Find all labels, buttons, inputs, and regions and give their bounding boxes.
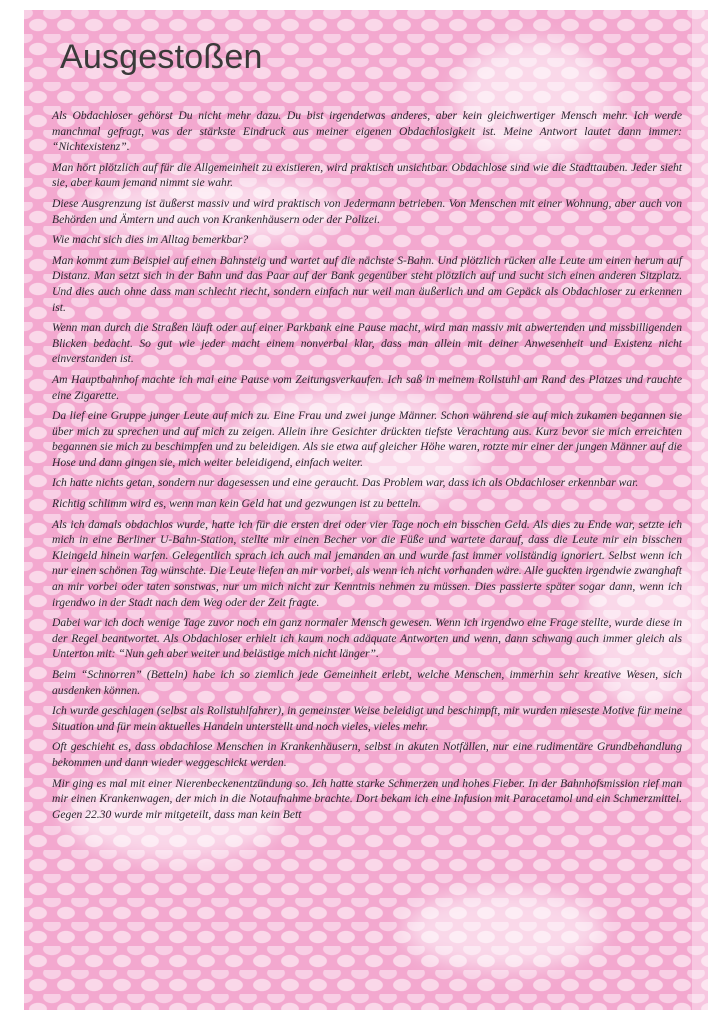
page-edge	[692, 10, 708, 1010]
paragraph: Wenn man durch die Straßen läuft oder auf einer Parkbank eine Pause macht, wird man massiv mit abwertenden und missbilligenden Blicken bedacht. So gut wie jeder macht einem nonverbal klar, dass man allein mit deiner Anwesenheit und Existenz nicht einverstanden ist.	[52, 321, 682, 366]
document-page	[24, 10, 708, 1010]
paragraph: Wie macht sich dies im Alltag bemerkbar?	[52, 233, 249, 247]
paragraph: Ich hatte nichts getan, sondern nur dagesessen und eine geraucht. Das Problem war, dass ich als Obdachloser erkennbar war.	[52, 476, 639, 490]
paragraph: Beim “Schnorren” (Betteln) habe ich so ziemlich jede Gemeinheit erlebt, welche Menschen, immerhin sehr kreative Wesen, sich ausdenken können.	[52, 668, 682, 697]
paragraph: Da lief eine Gruppe junger Leute auf mich zu. Eine Frau und zwei junge Männer. Schon während sie auf mich zukamen begannen sie über mich zu sprechen und auf mich zu zeigen. Allein ihre Gesichter drückten tiefste Verachtung aus. Kurz bevor sie mich erreichten begannen sie mich zu beschimpfen und zu beleidigen. Als sie etwa auf gleicher Höhe waren, rotzte mir einer der jungen Männer auf die Hose und dann gingen sie, mich weiter beleidigend, einfach weiter.	[52, 409, 682, 469]
page-title: Ausgestoßen	[60, 38, 263, 76]
paragraph: Richtig schlimm wird es, wenn man kein Geld hat und gezwungen ist zu betteln.	[52, 497, 421, 511]
paragraph: Mir ging es mal mit einer Nierenbeckenentzündung so. Ich hatte starke Schmerzen und hohes Fieber. In der Bahnhofsmission rief man mir einen Krankenwagen, der mich in die Notaufnahme brachte. Dort bekam ich eine Infusion mit Paracetamol und ein Schmerzmittel. Gegen 22.30 wurde mir mitgeteilt, dass man kein Bett	[52, 776, 682, 821]
article-body	[52, 108, 682, 827]
background-texture	[404, 890, 604, 970]
paragraph: Als ich damals obdachlos wurde, hatte ich für die ersten drei oder vier Tage noch ein bisschen Geld. Als dies zu Ende war, setzte ich mich in eine Berliner U-Bahn-Station, stellte mir einen Becher vor die Füße und wartete darauf, dass die Leute mir ein bisschen Kleingeld hinein warfen. Gelegentlich sprach ich auch mal jemanden an und wurde fast immer vollständig ignoriert. Selbst wenn ich nur einen schönen Tag wünschte. Die Leute liefen an mir vorbei, als wenn ich nicht vorhanden wäre. Alle guckten irgendwie zwanghaft an mir vorbei oder taten sonstwas, nur um mich nicht zur Kenntnis nehmen zu müssen. Dies passierte später sogar dann, wenn ich irgendwo in der Stadt nach dem Weg oder der Zeit fragte.	[52, 517, 682, 609]
paragraph: Man hört plötzlich auf für die Allgemeinheit zu existieren, wird praktisch unsichtbar. Obdachlose sind wie die Stadttauben. Jeder sieht sie, aber kaum jemand nimmt sie wahr.	[52, 160, 682, 190]
paragraph: Man kommt zum Beispiel auf einen Bahnsteig und wartet auf die nächste S-Bahn. Und plötzlich rücken alle Leute um einen herum auf Distanz. Man setzt sich in der Bahn und das Paar auf der Bank gegenüber steht plötzlich auf und sucht sich einen anderen Sitzplatz. Und dies auch ohne dass man schlecht riecht, sondern einfach nur weil man äußerlich und am Gepäck als Obdachloser zu erkennen ist.	[52, 253, 682, 314]
paragraph: Ich wurde geschlagen (selbst als Rollstuhlfahrer), in gemeinster Weise beleidigt und beschimpft, mir wurden mieseste Motive für meine Situation und für mein aktuelles Handeln unterstellt und noch vieles, vieles mehr.	[52, 704, 682, 733]
paragraph: Diese Ausgrenzung ist äußerst massiv und wird praktisch von Jedermann betrieben. Von Menschen mit einer Wohnung, aber auch von Behörden und Ämtern und auch von Krankenhäusern oder der Polizei.	[52, 196, 682, 226]
paragraph: Am Hauptbahnhof machte ich mal eine Pause vom Zeitungsverkaufen. Ich saß in meinem Rollstuhl am Rand des Platzes und rauchte eine Zigarette.	[52, 372, 682, 402]
paragraph: Als Obdachloser gehörst Du nicht mehr dazu. Du bist irgendetwas anderes, aber kein gleichwertiger Mensch mehr. Ich werde manchmal gefragt, was der stärkste Eindruck aus meiner eigenen Obdachlosigkeit ist. Meine Antwort lautet dann immer: “Nichtexistenz”.	[52, 109, 682, 154]
paragraph: Dabei war ich doch wenige Tage zuvor noch ein ganz normaler Mensch gewesen. Wenn ich irgendwo eine Frage stellte, wurde diese in der Regel beantwortet. Als Obdachloser erhielt ich kaum noch adäquate Antworten und wenn, dann schwang auch immer gleich als Unterton mit: “Nun geh aber weiter und belästige mich nicht länger”.	[52, 616, 682, 661]
paragraph: Oft geschieht es, dass obdachlose Menschen in Krankenhäusern, selbst in akuten Notfällen, nur eine rudimentäre Grundbehandlung bekommen und dann wieder weggeschickt werden.	[52, 740, 682, 769]
